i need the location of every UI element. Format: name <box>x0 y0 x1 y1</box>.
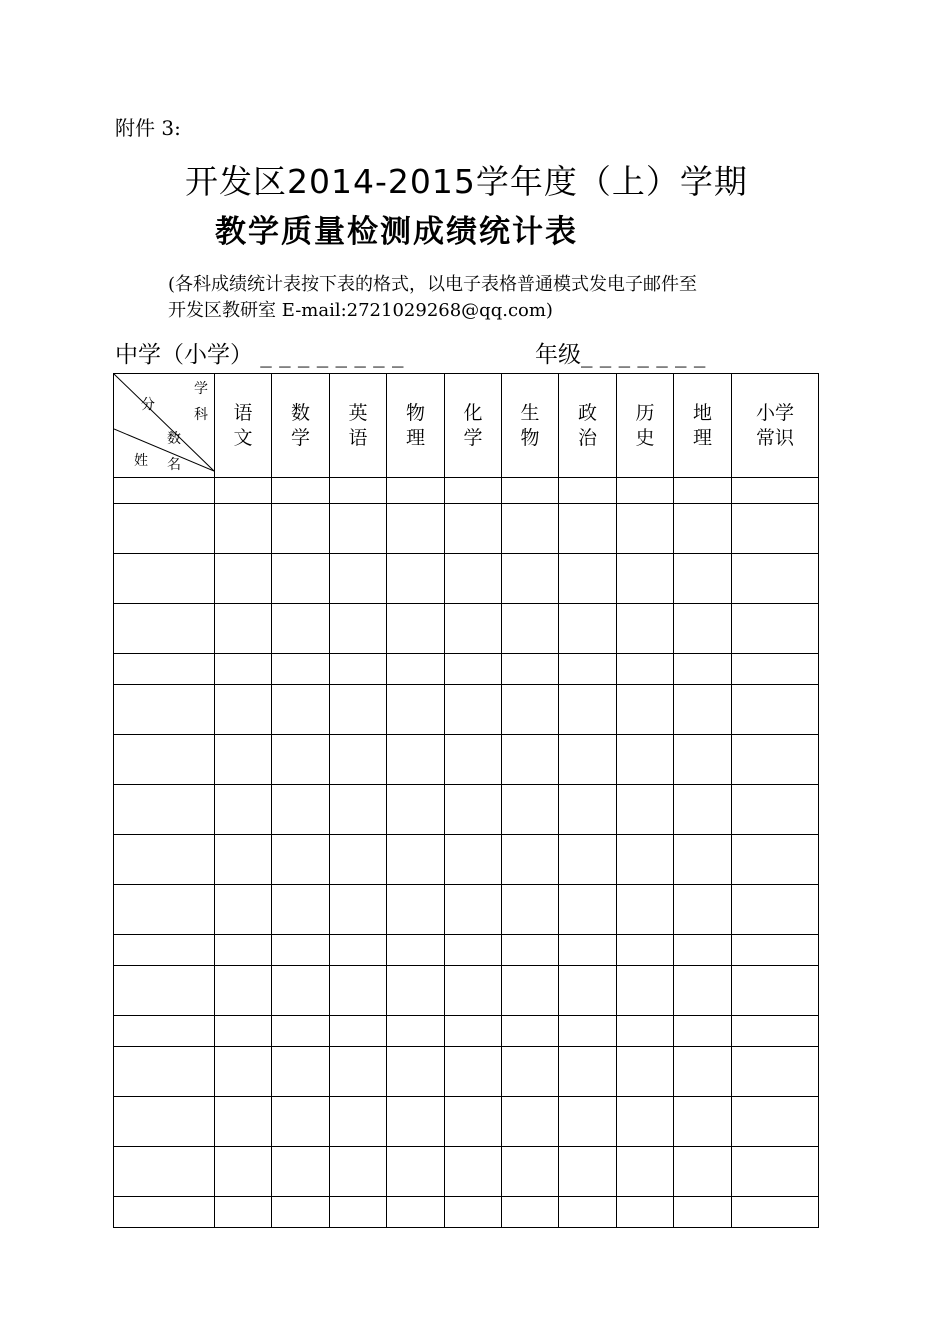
score-cell <box>559 604 617 654</box>
score-cell <box>330 966 387 1016</box>
table-header-row <box>114 374 819 478</box>
grade-blank: _ _ _ _ _ _ _ <box>581 342 706 368</box>
grade-label: 年级 <box>535 342 581 368</box>
subject-header-text: 物 <box>520 426 540 449</box>
subject-header-text: 数 <box>290 401 310 424</box>
score-cell <box>330 1016 387 1047</box>
subject-header-text: 小学 <box>755 401 794 424</box>
student-name-cell <box>114 785 215 835</box>
score-cell <box>732 554 819 604</box>
score-cell <box>272 1016 330 1047</box>
score-cell <box>387 478 445 504</box>
student-name-cell <box>114 504 215 554</box>
score-cell <box>272 966 330 1016</box>
subject-header-text: 地 <box>692 401 712 424</box>
score-cell <box>674 554 732 604</box>
subject-header-text: 化 <box>463 401 483 424</box>
score-cell <box>330 1047 387 1097</box>
score-cell <box>445 554 502 604</box>
score-cell <box>330 1147 387 1197</box>
corner-subject-1: 学 <box>194 381 208 397</box>
student-name-cell <box>114 654 215 685</box>
score-cell <box>272 1147 330 1197</box>
subject-header-text: 语 <box>348 426 368 449</box>
score-cell <box>215 654 272 685</box>
score-cell <box>559 504 617 554</box>
score-cell <box>559 935 617 966</box>
score-cell <box>272 1197 330 1228</box>
score-cell <box>674 835 732 885</box>
score-cell <box>674 604 732 654</box>
score-cell <box>387 654 445 685</box>
subject-header-text: 物 <box>405 401 425 424</box>
student-name-cell <box>114 966 215 1016</box>
score-cell <box>674 504 732 554</box>
score-cell <box>445 885 502 935</box>
score-cell <box>617 1097 674 1147</box>
score-cell <box>387 1197 445 1228</box>
score-cell <box>215 1097 272 1147</box>
score-cell <box>215 1047 272 1097</box>
score-cell <box>617 1197 674 1228</box>
grade-field <box>535 336 705 369</box>
score-cell <box>732 478 819 504</box>
score-cell <box>674 1047 732 1097</box>
table-row <box>114 685 819 735</box>
score-cell <box>330 935 387 966</box>
table-body <box>114 478 819 1228</box>
table-row <box>114 785 819 835</box>
score-cell <box>445 735 502 785</box>
score-cell <box>617 504 674 554</box>
score-cell <box>445 1016 502 1047</box>
score-cell <box>330 654 387 685</box>
score-cell <box>732 1197 819 1228</box>
score-cell <box>272 478 330 504</box>
score-cell <box>502 735 559 785</box>
score-cell <box>732 935 819 966</box>
subject-header-9 <box>732 374 819 478</box>
score-cell <box>272 504 330 554</box>
score-cell <box>272 885 330 935</box>
table-row <box>114 478 819 504</box>
score-cell <box>617 554 674 604</box>
table-row <box>114 554 819 604</box>
score-cell <box>502 1097 559 1147</box>
subject-header-5 <box>502 374 559 478</box>
score-cell <box>559 1147 617 1197</box>
score-cell <box>732 1016 819 1047</box>
score-cell <box>445 654 502 685</box>
score-cell <box>502 835 559 885</box>
score-cell <box>502 654 559 685</box>
subject-header-text: 语 <box>233 401 253 424</box>
subject-header-2 <box>330 374 387 478</box>
score-cell <box>502 685 559 735</box>
score-cell <box>559 1016 617 1047</box>
student-name-cell <box>114 735 215 785</box>
subject-header-3 <box>387 374 445 478</box>
score-cell <box>387 1097 445 1147</box>
score-cell <box>387 1047 445 1097</box>
score-cell <box>732 504 819 554</box>
table-row <box>114 735 819 785</box>
score-cell <box>215 1197 272 1228</box>
score-cell <box>330 554 387 604</box>
score-cell <box>502 966 559 1016</box>
student-name-cell <box>114 835 215 885</box>
score-cell <box>502 504 559 554</box>
score-cell <box>215 504 272 554</box>
score-cell <box>617 1047 674 1097</box>
subject-header-text: 生 <box>520 401 540 424</box>
score-cell <box>732 835 819 885</box>
student-name-cell <box>114 1097 215 1147</box>
score-cell <box>559 785 617 835</box>
corner-subject-2: 科 <box>194 407 208 423</box>
student-name-cell <box>114 1016 215 1047</box>
corner-score-2: 数 <box>167 431 181 447</box>
score-cell <box>502 1197 559 1228</box>
table-row <box>114 504 819 554</box>
subject-header-text: 理 <box>405 426 425 449</box>
corner-name-2: 名 <box>167 457 181 473</box>
score-cell <box>445 1147 502 1197</box>
subject-header-text: 学 <box>290 426 310 449</box>
score-cell <box>387 935 445 966</box>
score-cell <box>732 885 819 935</box>
score-cell <box>445 504 502 554</box>
table-row <box>114 835 819 885</box>
student-name-cell <box>114 1147 215 1197</box>
student-name-cell <box>114 554 215 604</box>
score-cell <box>387 554 445 604</box>
score-cell <box>559 685 617 735</box>
score-cell <box>617 604 674 654</box>
score-cell <box>215 735 272 785</box>
score-cell <box>502 785 559 835</box>
subject-header-text: 理 <box>692 426 712 449</box>
score-cell <box>732 685 819 735</box>
subject-header-text: 文 <box>233 426 253 449</box>
score-cell <box>732 966 819 1016</box>
score-cell <box>330 1097 387 1147</box>
table-row <box>114 1047 819 1097</box>
title-line-1: 开发区2014-2015学年度（上）学期 <box>185 162 748 201</box>
score-cell <box>387 1016 445 1047</box>
submission-note <box>168 272 697 324</box>
table-row <box>114 1016 819 1047</box>
score-cell <box>559 1047 617 1097</box>
score-cell <box>387 504 445 554</box>
table-row <box>114 654 819 685</box>
score-cell <box>215 935 272 966</box>
score-cell <box>502 1016 559 1047</box>
score-cell <box>445 1197 502 1228</box>
score-cell <box>674 785 732 835</box>
score-cell <box>387 966 445 1016</box>
score-cell <box>272 604 330 654</box>
subject-header-text: 政 <box>577 401 597 424</box>
score-cell <box>387 885 445 935</box>
score-cell <box>215 885 272 935</box>
table-row <box>114 1197 819 1228</box>
score-cell <box>272 654 330 685</box>
score-cell <box>674 685 732 735</box>
score-cell <box>387 785 445 835</box>
score-cell <box>215 685 272 735</box>
score-cell <box>674 1016 732 1047</box>
score-cell <box>674 654 732 685</box>
score-cell <box>502 1047 559 1097</box>
score-cell <box>559 885 617 935</box>
subject-header-text: 学 <box>463 426 483 449</box>
student-name-cell <box>114 478 215 504</box>
table-row <box>114 966 819 1016</box>
score-cell <box>272 735 330 785</box>
table-row <box>114 1147 819 1197</box>
score-cell <box>445 835 502 885</box>
score-cell <box>502 885 559 935</box>
score-cell <box>732 735 819 785</box>
student-name-cell <box>114 1197 215 1228</box>
subject-header-0 <box>215 374 272 478</box>
score-cell <box>445 604 502 654</box>
score-cell <box>330 504 387 554</box>
note-line-1: (各科成绩统计表按下表的格式，以电子表格普通模式发电子邮件至 <box>168 274 698 295</box>
score-cell <box>674 1097 732 1147</box>
corner-name-1: 姓 <box>134 453 148 469</box>
score-cell <box>215 966 272 1016</box>
subject-header-6 <box>559 374 617 478</box>
score-cell <box>674 1147 732 1197</box>
score-cell <box>272 785 330 835</box>
student-name-cell <box>114 1047 215 1097</box>
score-cell <box>215 1016 272 1047</box>
score-cell <box>732 604 819 654</box>
subject-header-text: 史 <box>635 426 655 449</box>
student-name-cell <box>114 604 215 654</box>
score-cell <box>617 785 674 835</box>
score-cell <box>617 685 674 735</box>
score-cell <box>215 785 272 835</box>
table-row <box>114 935 819 966</box>
student-name-cell <box>114 885 215 935</box>
score-cell <box>674 966 732 1016</box>
title-line-2: 教学质量检测成绩统计表 <box>215 214 578 250</box>
score-cell <box>732 1147 819 1197</box>
school-blank: _ _ _ _ _ _ _ _ <box>253 342 404 368</box>
score-cell <box>502 1147 559 1197</box>
score-cell <box>617 966 674 1016</box>
subject-header-8 <box>674 374 732 478</box>
score-cell <box>502 554 559 604</box>
score-cell <box>559 835 617 885</box>
note-line-2: 开发区教研室 E-mail:2721029268@qq.com) <box>168 300 553 321</box>
score-cell <box>617 885 674 935</box>
score-cell <box>674 1197 732 1228</box>
student-name-cell <box>114 685 215 735</box>
score-cell <box>387 685 445 735</box>
score-cell <box>215 835 272 885</box>
score-cell <box>502 935 559 966</box>
score-cell <box>330 478 387 504</box>
table-row <box>114 604 819 654</box>
score-cell <box>387 1147 445 1197</box>
score-cell <box>330 885 387 935</box>
score-cell <box>674 478 732 504</box>
score-cell <box>272 835 330 885</box>
score-cell <box>559 1197 617 1228</box>
score-cell <box>559 654 617 685</box>
score-cell <box>674 935 732 966</box>
score-cell <box>215 604 272 654</box>
score-cell <box>387 735 445 785</box>
score-cell <box>732 1097 819 1147</box>
subject-header-4 <box>445 374 502 478</box>
score-cell <box>215 554 272 604</box>
attachment-label: 附件 3: <box>115 116 181 140</box>
score-cell <box>732 1047 819 1097</box>
score-cell <box>674 885 732 935</box>
score-cell <box>272 554 330 604</box>
score-cell <box>732 654 819 685</box>
student-name-cell <box>114 935 215 966</box>
score-cell <box>617 935 674 966</box>
score-cell <box>502 604 559 654</box>
score-table <box>113 373 819 1228</box>
score-cell <box>330 1197 387 1228</box>
score-cell <box>272 685 330 735</box>
score-cell <box>445 478 502 504</box>
header-corner-cell <box>114 374 215 478</box>
table-row <box>114 1097 819 1147</box>
score-cell <box>559 966 617 1016</box>
score-cell <box>272 935 330 966</box>
score-cell <box>502 478 559 504</box>
score-cell <box>617 735 674 785</box>
subject-header-text: 治 <box>577 426 597 449</box>
score-cell <box>445 685 502 735</box>
subject-header-7 <box>617 374 674 478</box>
score-cell <box>330 835 387 885</box>
score-cell <box>387 835 445 885</box>
score-cell <box>732 785 819 835</box>
score-cell <box>617 1147 674 1197</box>
score-cell <box>272 1047 330 1097</box>
score-cell <box>559 478 617 504</box>
score-cell <box>272 1097 330 1147</box>
score-cell <box>330 685 387 735</box>
score-cell <box>215 1147 272 1197</box>
score-cell <box>445 785 502 835</box>
corner-score-1: 分 <box>141 397 155 413</box>
score-cell <box>674 735 732 785</box>
subject-header-text: 常识 <box>755 426 794 449</box>
score-cell <box>617 1016 674 1047</box>
score-cell <box>445 1047 502 1097</box>
score-cell <box>617 835 674 885</box>
table-row <box>114 885 819 935</box>
score-cell <box>215 478 272 504</box>
score-cell <box>559 735 617 785</box>
score-cell <box>445 1097 502 1147</box>
score-cell <box>330 604 387 654</box>
score-cell <box>330 785 387 835</box>
school-label: 中学（小学） <box>115 342 253 368</box>
score-cell <box>559 1097 617 1147</box>
score-cell <box>445 966 502 1016</box>
score-cell <box>559 554 617 604</box>
score-cell <box>617 478 674 504</box>
school-field <box>115 336 404 369</box>
score-cell <box>330 735 387 785</box>
score-cell <box>387 604 445 654</box>
subject-header-1 <box>272 374 330 478</box>
subject-header-text: 历 <box>635 401 655 424</box>
score-cell <box>617 654 674 685</box>
score-cell <box>445 935 502 966</box>
subject-header-text: 英 <box>348 401 368 424</box>
